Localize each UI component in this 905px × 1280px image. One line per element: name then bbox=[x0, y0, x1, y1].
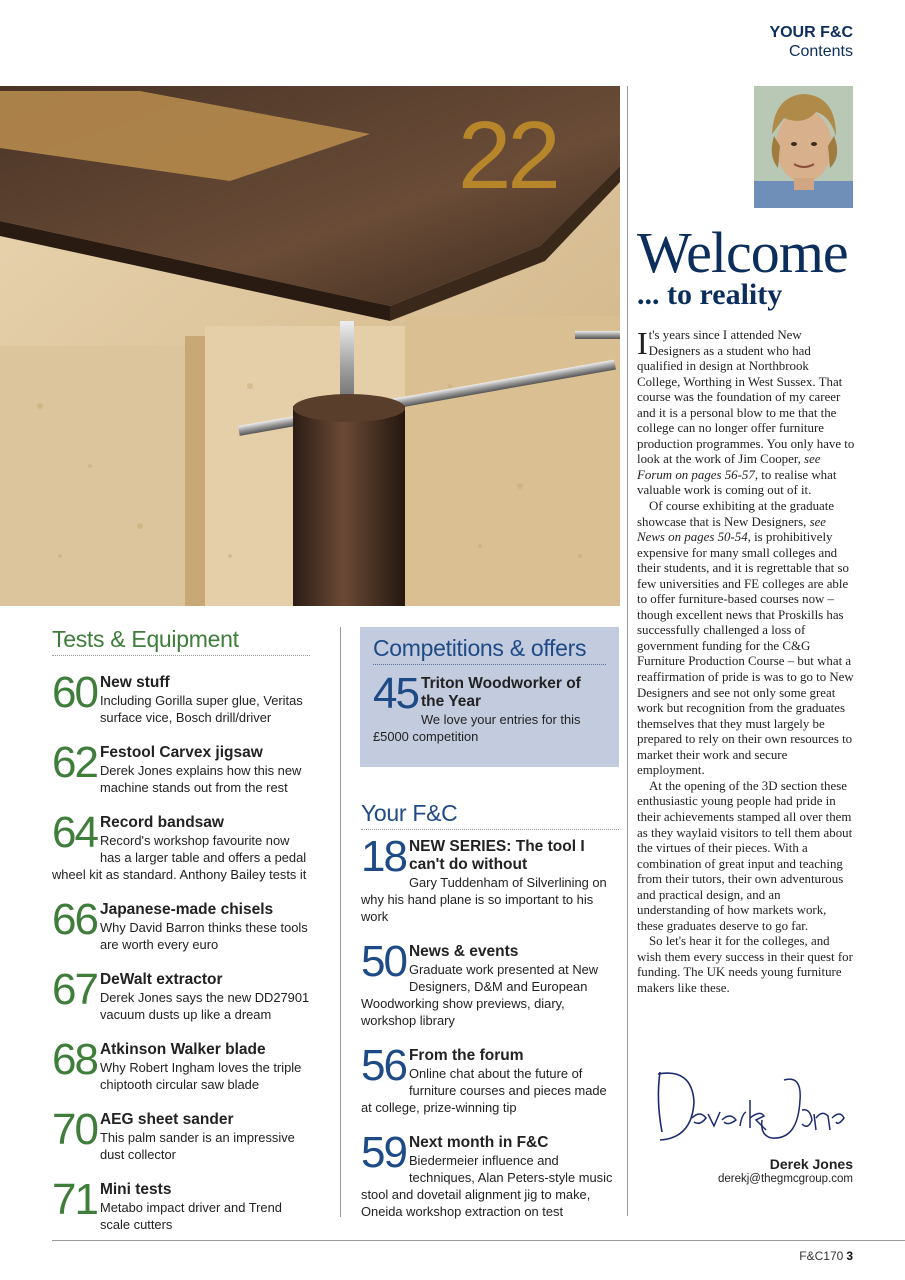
section-heading: Tests & Equipment bbox=[52, 626, 310, 656]
editorial-text: t's years since I attended New Designers as a student who had qualified in design at Northbrook College, Worthing in West Sussex. That course was the foundation of my career and it is a personal blow to me that the college can no longer offer furniture production programmes. You only have to look at the work of Jim Cooper, bbox=[637, 328, 855, 467]
page-footer bbox=[799, 1249, 853, 1263]
contents-entry[interactable] bbox=[52, 1175, 310, 1233]
entry-title: Japanese-made chisels bbox=[99, 901, 274, 918]
contents-entry[interactable] bbox=[52, 1105, 310, 1163]
editor-email[interactable]: derekj@thegmcgroup.com bbox=[717, 1173, 853, 1185]
page-number: 50 bbox=[361, 937, 406, 986]
entry-description: Online chat about the future of furniture courses and pieces made at college, prize-winning tip bbox=[361, 1066, 607, 1115]
signature-image bbox=[652, 1060, 852, 1155]
entry-description: Biedermeier influence and techniques, Alan Peters-style music stool and dovetail alignment jig to make, Oneida workshop extraction on test bbox=[361, 1153, 613, 1219]
page-number: 60 bbox=[52, 668, 97, 717]
entry-title: Atkinson Walker blade bbox=[99, 1041, 266, 1058]
page-number: 64 bbox=[52, 808, 97, 857]
tests-equipment-section bbox=[52, 626, 310, 1233]
editorial-paragraph bbox=[637, 499, 855, 779]
your-fc-section bbox=[361, 800, 619, 1220]
entry-description: Derek Jones explains how this new machine stands out from the rest bbox=[99, 763, 302, 795]
editorial-reference: see News on pages 50-54 bbox=[637, 514, 827, 545]
entry-description: Why Robert Ingham loves the triple chiptooth circular saw blade bbox=[99, 1060, 302, 1092]
entry-title: Record bandsaw bbox=[99, 814, 224, 831]
section-heading: Your F&C bbox=[361, 800, 619, 830]
entry-title: Festool Carvex jigsaw bbox=[99, 744, 263, 761]
competitions-section bbox=[360, 627, 619, 767]
contents-entry[interactable] bbox=[373, 669, 606, 745]
entry-description: Why David Barron thinks these tools are worth every euro bbox=[99, 920, 308, 952]
editorial-text: , to realise what valuable work is coming out of it. bbox=[637, 467, 837, 498]
contents-entry[interactable] bbox=[52, 668, 310, 726]
entry-description: We love your entries for this £5000 competition bbox=[373, 712, 581, 744]
entry-title: Triton Woodworker of the Year bbox=[420, 675, 581, 710]
editor-signature bbox=[652, 1060, 852, 1155]
entry-title: AEG sheet sander bbox=[99, 1111, 234, 1128]
feature-page-number: 22 bbox=[458, 102, 557, 209]
page-number: 68 bbox=[52, 1035, 97, 1084]
folio-number: 3 bbox=[846, 1249, 853, 1263]
contents-entry[interactable] bbox=[52, 808, 310, 883]
entry-description: Gary Tuddenham of Silverlining on why his hand plane is so important to his work bbox=[361, 875, 607, 924]
contents-entry[interactable] bbox=[52, 1035, 310, 1093]
page-number: 59 bbox=[361, 1128, 406, 1177]
section-label: YOUR F&C bbox=[769, 24, 853, 41]
editorial-text: Of course exhibiting at the graduate showcase that is New Designers, bbox=[637, 499, 835, 529]
contents-entry[interactable] bbox=[52, 965, 310, 1023]
page-number: 56 bbox=[361, 1041, 406, 1090]
contents-entry[interactable] bbox=[52, 738, 310, 796]
editorial-paragraph: So let's hear it for the colleges, and wish them every success in their quest for funding. The UK needs young furniture makers like these. bbox=[637, 934, 853, 995]
editorial-paragraph bbox=[637, 325, 855, 499]
contents-entry[interactable] bbox=[361, 832, 619, 925]
column-divider bbox=[340, 627, 341, 1217]
entry-description: Record's workshop favourite now has a larger table and offers a pedal wheel kit as standard. Anthony Bailey tests it bbox=[52, 833, 307, 882]
entry-description: Metabo impact driver and Trend scale cutters bbox=[99, 1200, 282, 1232]
editorial-title: Welcome bbox=[637, 220, 848, 285]
editorial-text: , is prohibitively expensive for many small colleges and their students, and it is regrettable that so few universities and FE colleges are able to offer furniture-based courses now – though excellent news that Proskills has successfully challenged a loss of government funding for the C&G Furniture Production Course – but what a reaffirmation of pride is was to go to New Designers and see not only some great work but recognition from the graduates themselves that they must largely be prepared to rely on their own resources to market their work and secure employment. bbox=[637, 530, 854, 778]
entry-description: Derek Jones says the new DD27901 vacuum dusts up like a dream bbox=[99, 990, 310, 1022]
editorial-paragraph: At the opening of the 3D section these enthusiastic young people had pride in their achievements stamped all over them as they waylaid visitors to tell them about the virtues of their pieces. With a combination of great input and teaching from their tutors, their own adventurous and practical design, and an understanding of how markets work, these graduates deserve to go far. bbox=[637, 778, 853, 933]
page-number: 67 bbox=[52, 965, 97, 1014]
editor-portrait bbox=[754, 86, 853, 208]
entry-title: DeWalt extractor bbox=[99, 971, 223, 988]
page-number: 66 bbox=[52, 895, 97, 944]
editorial-subtitle: ... to reality bbox=[637, 278, 783, 311]
column-divider bbox=[627, 86, 628, 1216]
editorial-body bbox=[637, 325, 855, 997]
entry-title: Mini tests bbox=[99, 1181, 172, 1198]
section-sublabel: Contents bbox=[788, 43, 853, 60]
editor-name: Derek Jones bbox=[769, 1156, 853, 1172]
page-number: 18 bbox=[361, 832, 406, 881]
page-number: 45 bbox=[373, 669, 418, 718]
contents-entry[interactable] bbox=[361, 937, 619, 1029]
entry-description: Including Gorilla super glue, Veritas surface vice, Bosch drill/driver bbox=[99, 693, 303, 725]
page-number: 70 bbox=[52, 1105, 97, 1154]
entry-title: News & events bbox=[408, 943, 519, 960]
contents-entry[interactable] bbox=[52, 895, 310, 953]
editorial-reference: see Forum on pages 56-57 bbox=[637, 452, 821, 482]
entry-description: Graduate work presented at New Designers, D&M and European Woodworking show previews, diary, workshop library bbox=[361, 962, 599, 1028]
drop-cap: I bbox=[637, 325, 648, 361]
page-number: 62 bbox=[52, 738, 97, 787]
contents-entry[interactable] bbox=[361, 1128, 619, 1220]
entry-title: From the forum bbox=[408, 1047, 524, 1064]
footer-rule bbox=[52, 1240, 905, 1241]
entry-title: NEW SERIES: The tool I can't do without bbox=[408, 838, 585, 873]
entry-title: New stuff bbox=[99, 674, 170, 691]
page-number: 71 bbox=[52, 1175, 97, 1224]
entry-description: This palm sander is an impressive dust collector bbox=[99, 1130, 295, 1162]
magazine-issue: F&C170 bbox=[799, 1249, 844, 1263]
section-heading: Competitions & offers bbox=[373, 635, 606, 665]
contents-entry[interactable] bbox=[361, 1041, 619, 1116]
portrait-illustration bbox=[754, 86, 853, 208]
entry-title: Next month in F&C bbox=[408, 1134, 549, 1151]
